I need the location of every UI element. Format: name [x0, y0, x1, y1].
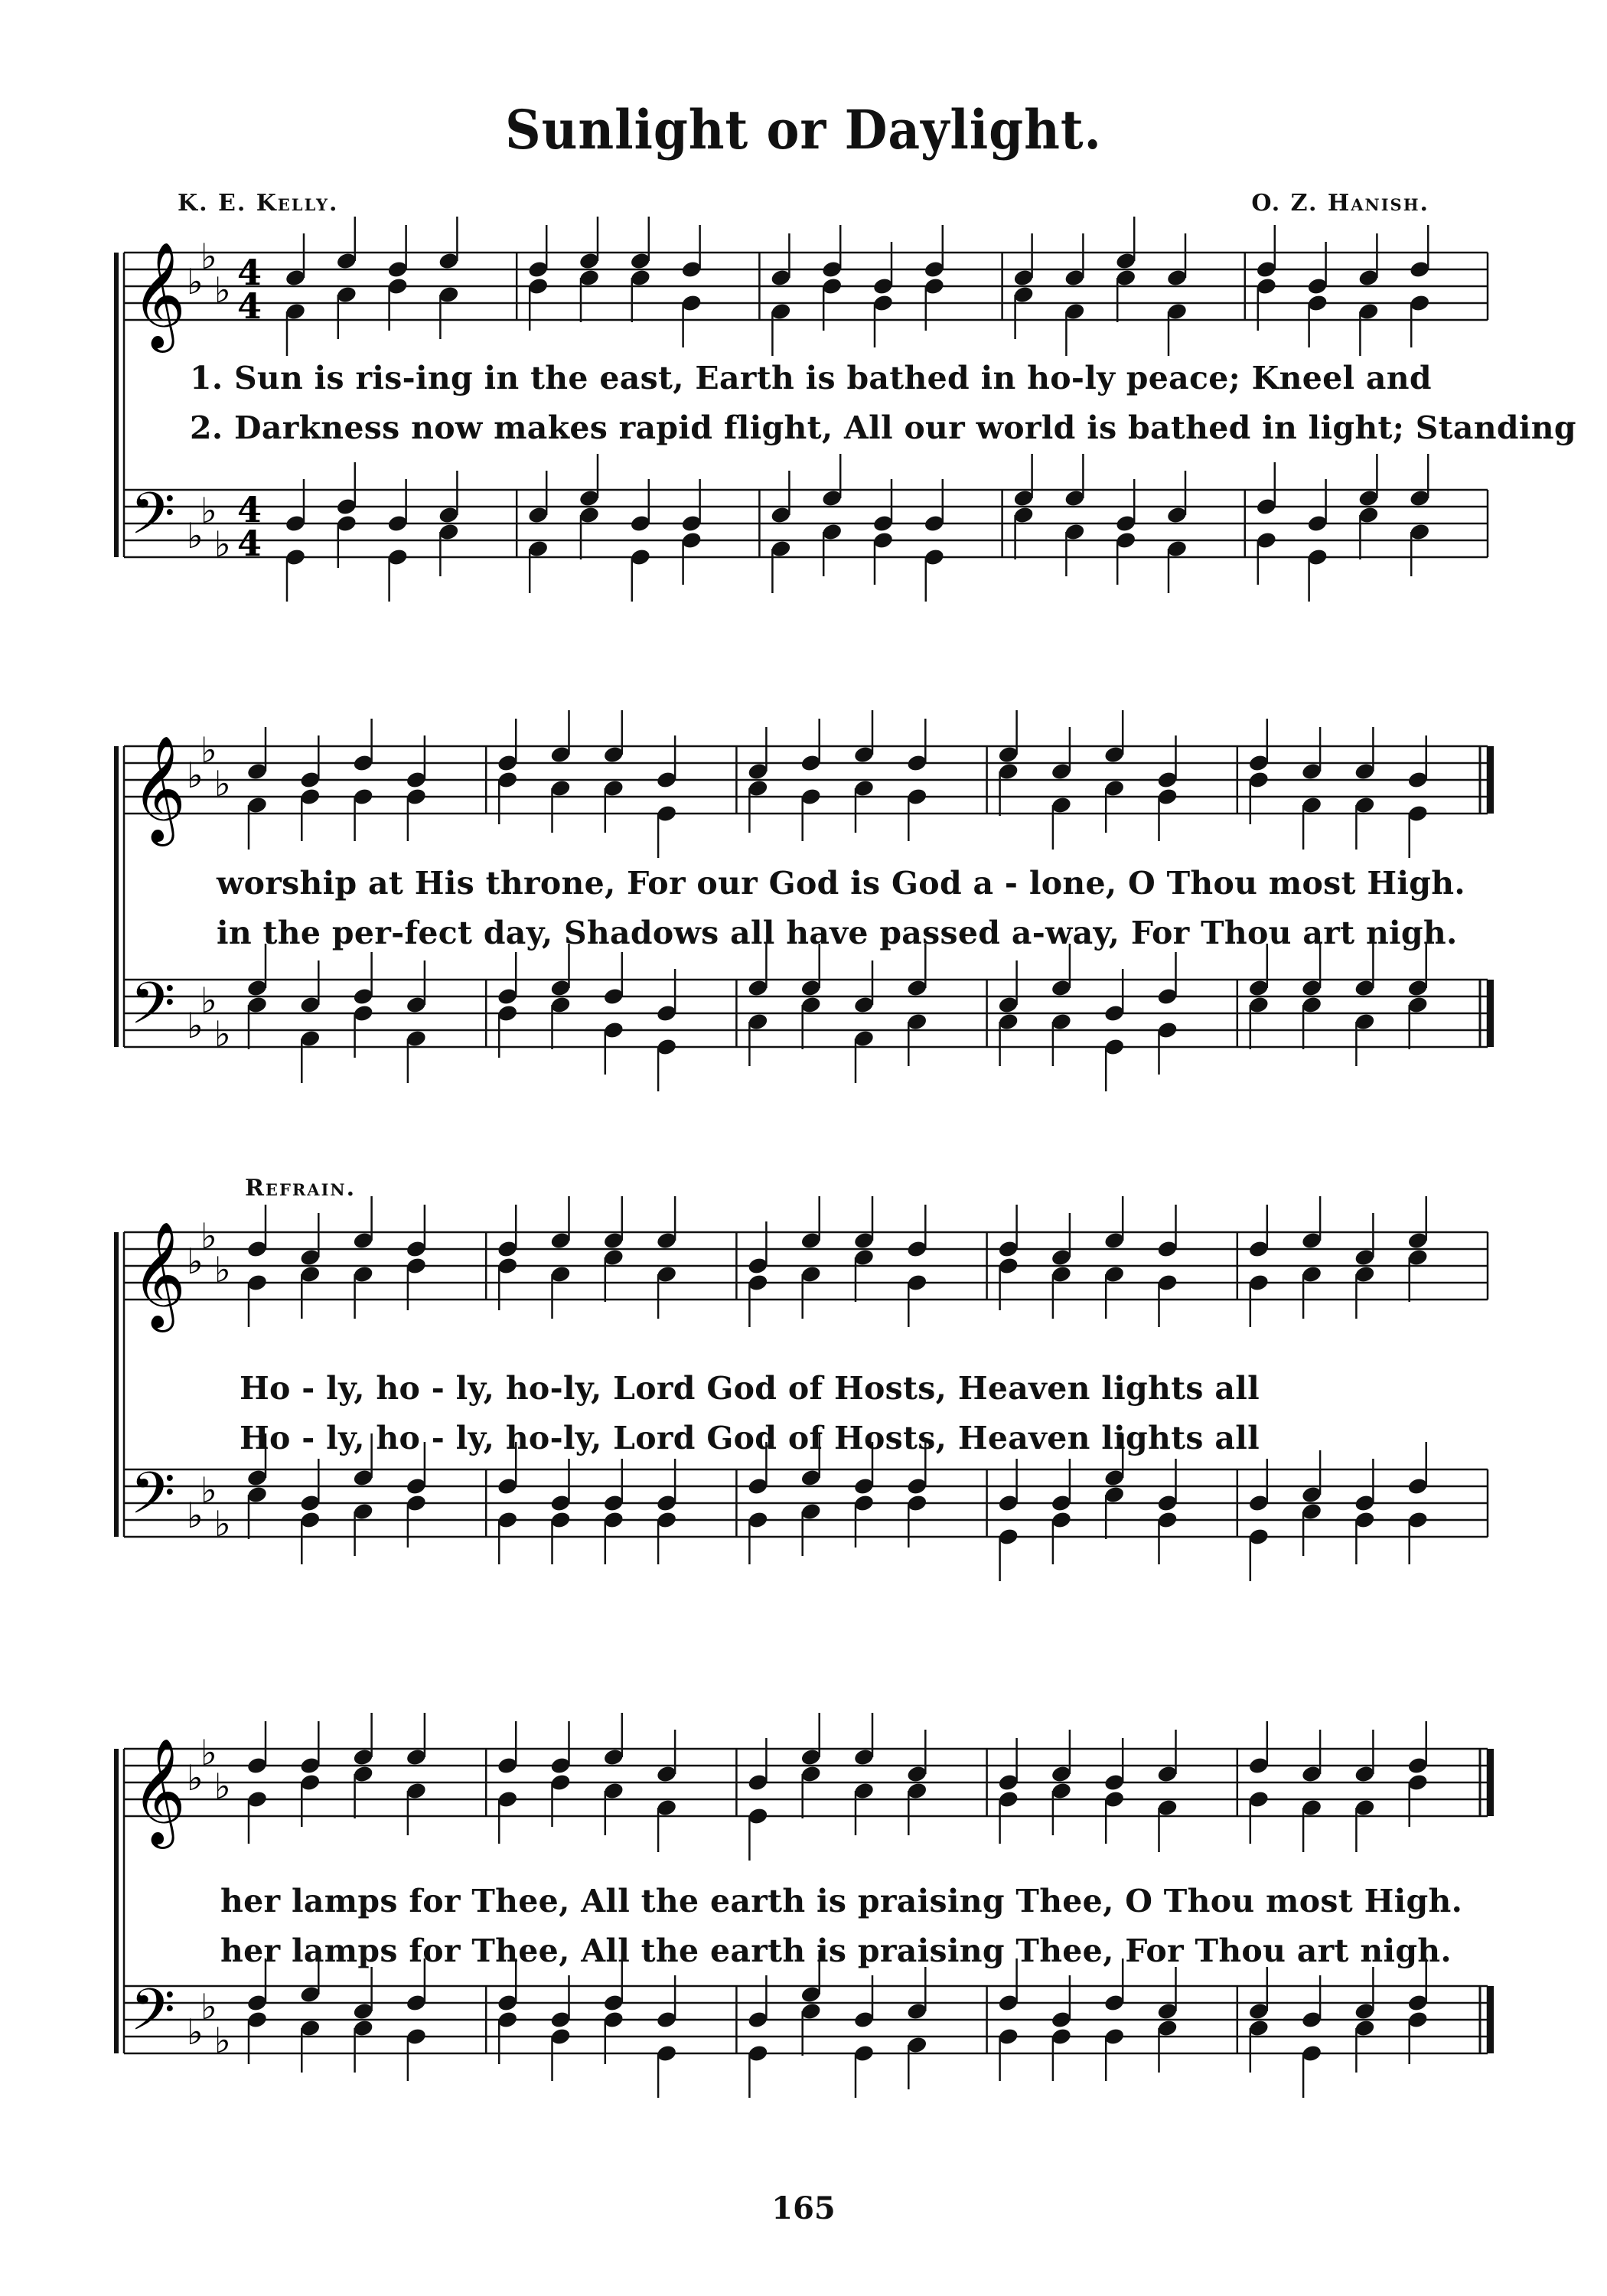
flat-sign: ♭	[200, 1732, 217, 1773]
flat-sign: ♭	[187, 1495, 204, 1536]
bass-clef: 𝄢	[130, 1976, 176, 2058]
flat-sign: ♭	[187, 1241, 204, 1282]
time-signature-digit: 4	[237, 285, 262, 327]
flat-sign: ♭	[214, 763, 231, 804]
bass-clef: 𝄢	[130, 480, 176, 562]
bass-clef: 𝄢	[130, 1459, 176, 1541]
flat-sign: ♭	[214, 269, 231, 311]
verse-2-line-4: her lamps for Thee, All the earth is praising Thee, For Thou art nigh.	[220, 1932, 1452, 1969]
verse-1-line-3: Ho - ly, ho - ly, ho-ly, Lord God of Hosts, Heaven lights all	[240, 1370, 1260, 1407]
flat-sign: ♭	[187, 515, 204, 556]
treble-clef: 𝄞	[132, 1221, 186, 1328]
flat-sign: ♭	[187, 1005, 204, 1046]
page-number: 165	[771, 2190, 836, 2226]
flat-sign: ♭	[214, 1766, 231, 1807]
verse-2-line-1: 2. Darkness now makes rapid flight, All our world is bathed in light; Standing	[190, 409, 1576, 446]
hymn-title: Sunlight or Daylight.	[505, 98, 1102, 161]
flat-sign: ♭	[214, 1249, 231, 1290]
flat-sign: ♭	[187, 755, 204, 796]
flat-sign: ♭	[214, 2020, 231, 2061]
flat-sign: ♭	[187, 261, 204, 302]
flat-sign: ♭	[187, 1757, 204, 1799]
time-signature-digit: 4	[237, 523, 262, 564]
verse-1-line-1: 1. Sun is ris-ing in the east, Earth is bathed in ho-ly peace; Kneel and	[190, 360, 1432, 396]
treble-clef: 𝄞	[132, 1738, 186, 1844]
flat-sign: ♭	[200, 490, 217, 531]
time-signature-digit: 4	[237, 489, 262, 530]
flat-sign: ♭	[187, 2011, 204, 2053]
flat-sign: ♭	[214, 1013, 231, 1055]
flat-sign: ♭	[214, 523, 231, 565]
flat-sign: ♭	[200, 729, 217, 771]
refrain-label: Refrain.	[245, 1175, 357, 1202]
flat-sign: ♭	[200, 1215, 217, 1257]
verse-1-line-2: worship at His throne, For our God is God a - lone, O Thou most High.	[217, 865, 1465, 902]
verse-2-line-3: Ho - ly, ho - ly, ho-ly, Lord God of Hosts, Heaven lights all	[240, 1420, 1260, 1456]
bass-clef: 𝄢	[130, 970, 176, 1052]
treble-clef: 𝄞	[132, 735, 186, 842]
treble-clef: 𝄞	[132, 242, 186, 348]
flat-sign: ♭	[214, 1503, 231, 1544]
flat-sign: ♭	[200, 1469, 217, 1511]
flat-sign: ♭	[200, 236, 217, 277]
verse-2-line-2: in the per-fect day, Shadows all have passed a-way, For Thou art nigh.	[217, 915, 1458, 951]
lyricist-credit: K. E. Kelly.	[178, 190, 339, 217]
time-signature-digit: 4	[237, 252, 262, 293]
composer-credit: O. Z. Hanish.	[1251, 190, 1429, 217]
flat-sign: ♭	[200, 1986, 217, 2027]
verse-1-line-4: her lamps for Thee, All the earth is praising Thee, O Thou most High.	[220, 1883, 1463, 1919]
flat-sign: ♭	[200, 980, 217, 1021]
